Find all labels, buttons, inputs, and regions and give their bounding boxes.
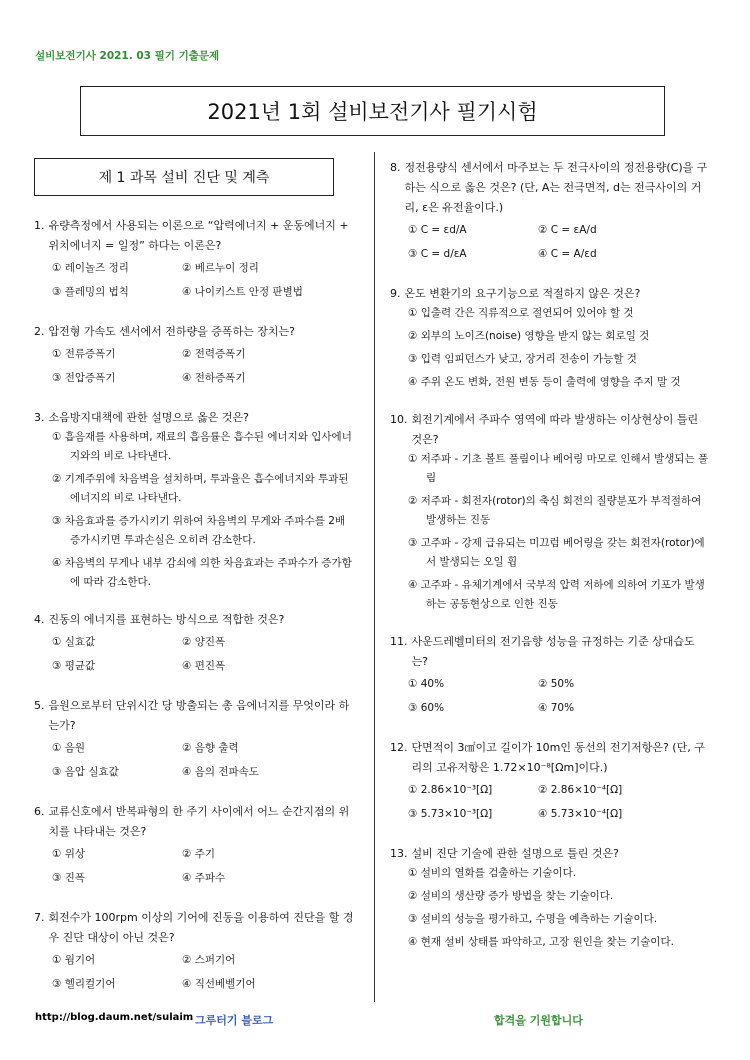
answer-option[interactable]: ② 베르누이 정리: [182, 262, 259, 274]
question-number: 13.: [390, 847, 408, 860]
answer-option[interactable]: ③ 플레밍의 법칙: [52, 286, 129, 298]
answer-option[interactable]: ③ 60%: [408, 702, 445, 714]
question-item: [34, 802, 354, 890]
question-number: 10.: [390, 413, 408, 426]
answer-option[interactable]: ④ 차음벽의 무게나 내부 감쇠에 의한 차음효과는 주파수가 증가함에 따라 감소한다.: [52, 557, 352, 588]
answer-option[interactable]: ③ C = d/εA: [408, 248, 467, 260]
answer-option[interactable]: ② C = εA/d: [538, 224, 597, 236]
answer-option[interactable]: ④ 주파수: [182, 872, 226, 884]
answer-option[interactable]: ④ 음의 전파속도: [182, 766, 259, 778]
question-list-right: [390, 158, 710, 952]
answer-option[interactable]: ④ 나이키스트 안정 판별법: [182, 286, 303, 298]
answer-option[interactable]: ③ 차음효과를 증가시키기 위하여 차음벽의 무게와 주파수를 2배 증가시키면 투과손실은 오히려 감소한다.: [52, 515, 346, 546]
answer-option[interactable]: ① 레이놀즈 정리: [52, 262, 129, 274]
answer-option[interactable]: ② 저주파 - 회전자(rotor)의 축심 회전의 질량분포가 부적절하여 발생하는 진동: [408, 495, 702, 526]
question-item: [390, 738, 710, 826]
question-item: [390, 632, 710, 720]
answer-option[interactable]: ① 입출력 간은 직류적으로 절연되어 있어야 할 것: [408, 307, 634, 319]
answer-option[interactable]: ② 전력증폭기: [182, 348, 246, 360]
answer-options: [34, 428, 354, 592]
answer-option[interactable]: ③ 설비의 성능을 평가하고, 수명을 예측하는 기술이다.: [408, 913, 658, 925]
question-number: 1.: [34, 219, 45, 232]
question-number: 3.: [34, 411, 45, 424]
answer-option[interactable]: ④ 편진폭: [182, 660, 226, 672]
question-number: 8.: [390, 161, 401, 174]
question-text: 회전수가 100rpm 이상의 기어에 진동을 이용하여 진단을 할 경우 진단 대상이 아닌 것은?: [48, 911, 354, 944]
question-list-left: [34, 216, 354, 996]
left-column: [34, 158, 354, 1014]
footer-url[interactable]: http://blog.daum.net/sulaim: [35, 1012, 194, 1023]
answer-option[interactable]: ④ 직선베벨기어: [182, 978, 256, 990]
question-number: 2.: [34, 325, 45, 338]
answer-option[interactable]: ① 위상: [52, 848, 86, 860]
question-item: [390, 844, 710, 952]
exam-title: 2021년 1회 설비보전기사 필기시험: [80, 86, 665, 136]
answer-options: [390, 672, 710, 720]
answer-option[interactable]: ② 설비의 생산량 증가 방법을 찾는 기술이다.: [408, 890, 614, 902]
footer-wish: 합격을 기원합니다: [494, 1014, 583, 1027]
question-item: [390, 284, 710, 392]
answer-option[interactable]: ③ 헬리컬기어: [52, 978, 116, 990]
answer-option[interactable]: ① 흡음재를 사용하며, 재료의 흡음률은 흡수된 에너지와 입사에너지와의 비로 나타낸다.: [52, 431, 352, 462]
answer-options: [390, 218, 710, 266]
column-divider: [374, 152, 375, 1002]
answer-option[interactable]: ② 기계주위에 차음벽을 설치하며, 투과율은 흡수에너지와 투과된 에너지의 비로 나타낸다.: [52, 473, 349, 504]
answer-options: [390, 304, 710, 392]
footer-blog-name: 그루터기 블로그: [195, 1014, 274, 1027]
question-number: 9.: [390, 287, 401, 300]
answer-option[interactable]: ① 2.86×10⁻³[Ω]: [408, 784, 493, 796]
question-item: [34, 322, 354, 390]
question-item: [34, 408, 354, 592]
question-item: [34, 610, 354, 678]
answer-options: [390, 864, 710, 952]
question-number: 12.: [390, 741, 408, 754]
answer-options: [34, 948, 354, 996]
question-item: [390, 410, 710, 614]
answer-option[interactable]: ③ 평균값: [52, 660, 96, 672]
question-number: 4.: [34, 613, 45, 626]
right-column: [390, 158, 710, 970]
question-number: 5.: [34, 699, 45, 712]
answer-option[interactable]: ③ 전압증폭기: [52, 372, 116, 384]
question-item: [34, 908, 354, 996]
answer-option[interactable]: ③ 5.73×10⁻³[Ω]: [408, 808, 493, 820]
question-text: 정전용량식 센서에서 마주보는 두 전극사이의 정전용량(C)을 구하는 식으로 옳은 것은? (단, A는 전극면적, d는 전극사이의 거리, ε은 유전율이다.): [404, 161, 708, 214]
question-text: 회전기계에서 주파수 영역에 따라 발생하는 이상현상이 틀린 것은?: [411, 413, 699, 446]
answer-option[interactable]: ② 외부의 노이즈(noise) 영향을 받지 않는 회로일 것: [408, 330, 650, 342]
answer-options: [34, 630, 354, 678]
answer-option[interactable]: ① 음원: [52, 742, 86, 754]
answer-option[interactable]: ③ 음압 실효값: [52, 766, 119, 778]
question-text: 교류신호에서 반복파형의 한 주기 사이에서 어느 순간지점의 위치를 나타내는 것은?: [48, 805, 350, 838]
answer-option[interactable]: ④ 70%: [538, 702, 575, 714]
question-number: 6.: [34, 805, 45, 818]
question-item: [34, 216, 354, 304]
answer-option[interactable]: ④ 현재 설비 상태를 파악하고, 고장 원인을 찾는 기술이다.: [408, 936, 674, 948]
question-item: [34, 696, 354, 784]
answer-option[interactable]: ③ 진폭: [52, 872, 86, 884]
question-text: 사운드레벨미터의 전기음향 성능을 규정하는 기준 상대습도는?: [411, 635, 695, 668]
answer-option[interactable]: ① 웜기어: [52, 954, 96, 966]
question-text: 유량측정에서 사용되는 이론으로 “압력에너지 + 운동에너지 + 위치에너지 = 일정” 하다는 이론은?: [48, 219, 349, 252]
answer-option[interactable]: ① 40%: [408, 678, 445, 690]
answer-options: [34, 736, 354, 784]
answer-option[interactable]: ④ C = A/εd: [538, 248, 597, 260]
answer-option[interactable]: ④ 전하증폭기: [182, 372, 246, 384]
answer-option[interactable]: ① 실효값: [52, 636, 96, 648]
question-text: 설비 진단 기술에 관한 설명으로 틀린 것은?: [411, 847, 619, 860]
question-text: 온도 변환기의 요구기능으로 적절하지 않은 것은?: [404, 287, 641, 300]
subject-heading: 제 1 과목 설비 진단 및 계측: [34, 158, 334, 196]
question-text: 소음방지대책에 관한 설명으로 옳은 것은?: [48, 411, 249, 424]
answer-option[interactable]: ④ 주위 온도 변화, 전원 변동 등이 출력에 영향을 주지 말 것: [408, 376, 681, 388]
answer-option[interactable]: ④ 고주파 - 유체기계에서 국부적 압력 저하에 의하여 기포가 발생하는 공동현상으로 인한 진동: [408, 579, 705, 610]
answer-option[interactable]: ① C = εd/A: [408, 224, 467, 236]
answer-option[interactable]: ① 전류증폭기: [52, 348, 116, 360]
answer-option[interactable]: ② 양진폭: [182, 636, 226, 648]
answer-option[interactable]: ① 저주파 - 기초 볼트 풀림이나 베어링 마모로 인해서 발생되는 풀림: [408, 453, 709, 484]
question-text: 진동의 에너지를 표현하는 방식으로 적합한 것은?: [48, 613, 285, 626]
answer-option[interactable]: ② 스퍼기어: [182, 954, 236, 966]
document-header: 설비보전기사 2021. 03 필기 기출문제: [35, 50, 220, 62]
question-text: 단면적이 3㎠이고 길이가 10m인 동선의 전기저항은? (단, 구리의 고유저항은 1.72×10⁻⁸[Ωm]이다.): [411, 741, 705, 774]
answer-options: [390, 450, 710, 614]
answer-option[interactable]: ④ 5.73×10⁻⁴[Ω]: [538, 808, 623, 820]
question-number: 7.: [34, 911, 45, 924]
question-text: 음원으로부터 단위시간 당 방출되는 총 음에너지를 무엇이라 하는가?: [48, 699, 350, 732]
question-item: [390, 158, 710, 266]
answer-option[interactable]: ① 설비의 열화를 검출하는 기술이다.: [408, 867, 577, 879]
answer-options: [34, 256, 354, 304]
answer-option[interactable]: ② 음향 출력: [182, 742, 239, 754]
answer-option[interactable]: ③ 입력 임피던스가 낮고, 장거리 전송이 가능할 것: [408, 353, 637, 365]
answer-option[interactable]: ② 2.86×10⁻⁴[Ω]: [538, 784, 623, 796]
answer-options: [390, 778, 710, 826]
answer-option[interactable]: ③ 고주파 - 강제 급유되는 미끄럼 베어링을 갖는 회전자(rotor)에서 발생되는 오일 휩: [408, 537, 705, 568]
answer-options: [34, 342, 354, 390]
question-number: 11.: [390, 635, 408, 648]
answer-options: [34, 842, 354, 890]
answer-option[interactable]: ② 50%: [538, 678, 575, 690]
answer-option[interactable]: ② 주기: [182, 848, 216, 860]
question-text: 압전형 가속도 센서에서 전하량을 증폭하는 장치는?: [48, 325, 295, 338]
